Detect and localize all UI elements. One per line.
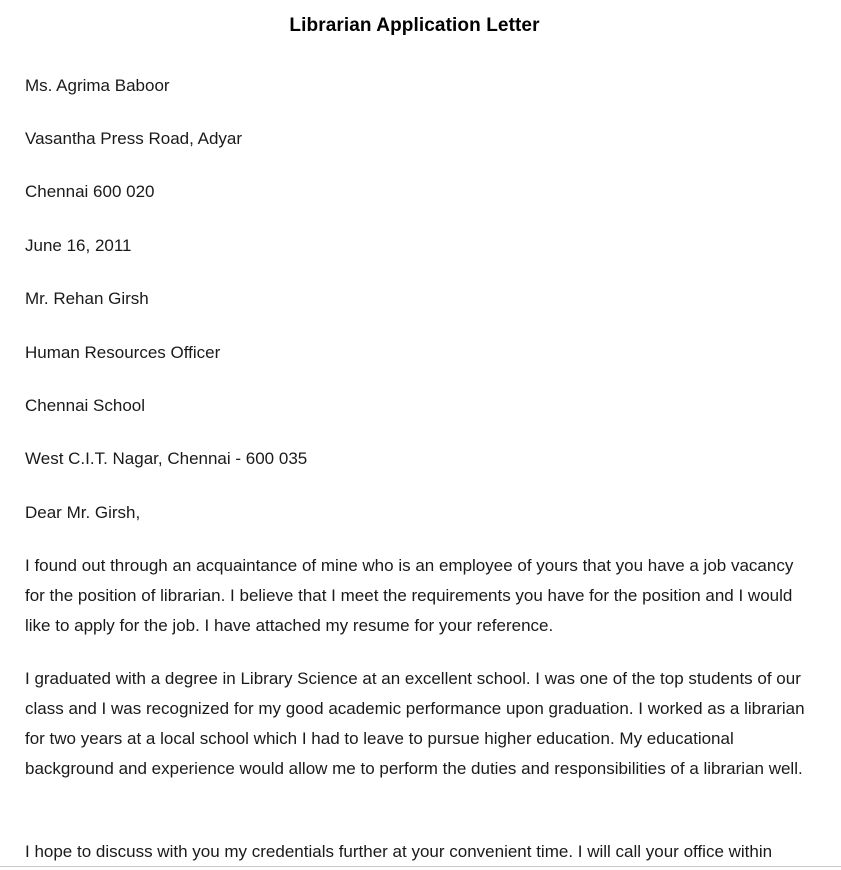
sender-name: Ms. Agrima Baboor bbox=[25, 76, 170, 95]
body-paragraph-3: I hope to discuss with you my credentials further at your convenient time. I will call your office within bbox=[25, 842, 773, 861]
page-bottom-divider bbox=[0, 866, 841, 867]
body-paragraph-2: I graduated with a degree in Library Science at an excellent school. I was one of the top students of our class and I was recognized for my good academic performance upon graduation. I worked as a librarian for two years at a local school which I had to leave to pursue higher education. My educational background and experience would allow me to perform the duties and responsibilities of a librarian well. bbox=[25, 669, 805, 778]
document-title: Librarian Application Letter bbox=[289, 15, 540, 36]
recipient-organization: Chennai School bbox=[25, 396, 146, 415]
body-paragraph-1: I found out through an acquaintance of mine who is an employee of yours that you have a job vacancy for the position of librarian. I believe that I meet the requirements you have for the position and I would like to apply for the job. I have attached my resume for your reference. bbox=[25, 556, 794, 635]
letter-date: June 16, 2011 bbox=[25, 236, 132, 255]
recipient-address: West C.I.T. Nagar, Chennai - 600 035 bbox=[25, 449, 308, 468]
salutation: Dear Mr. Girsh, bbox=[25, 503, 141, 522]
sender-address-line1: Vasantha Press Road, Adyar bbox=[25, 129, 243, 148]
sender-address-line2: Chennai 600 020 bbox=[25, 182, 155, 201]
recipient-name: Mr. Rehan Girsh bbox=[25, 289, 149, 308]
recipient-position: Human Resources Officer bbox=[25, 343, 221, 362]
